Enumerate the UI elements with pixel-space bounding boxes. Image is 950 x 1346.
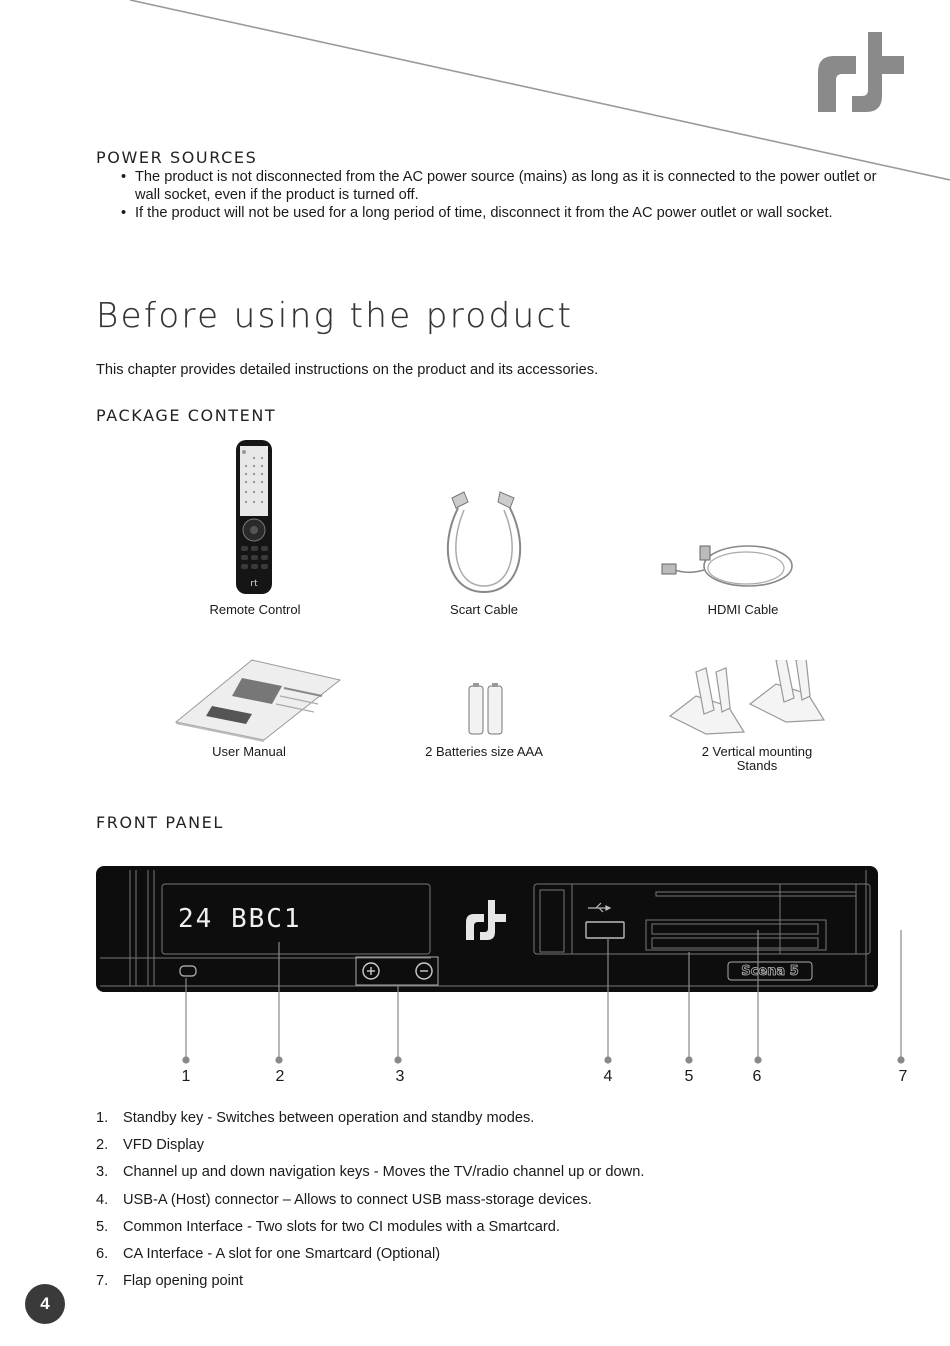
list-item: 1. Standby key - Switches between operation and standby modes. <box>96 1110 535 1126</box>
stands-caption: 2 Vertical mounting Stands <box>701 744 813 773</box>
vfd-display-text: 24 BBC1 <box>178 904 302 934</box>
callout-6: 6 <box>752 1068 762 1085</box>
usb-icon <box>588 903 610 912</box>
scart-cable-caption: Scart Cable <box>450 602 518 617</box>
batteries-caption: 2 Batteries size AAA <box>425 744 543 759</box>
callout-1: 1 <box>181 1068 191 1085</box>
scart-cable-icon <box>438 488 530 600</box>
chapter-intro: This chapter provides detailed instructions on the product and its accessories. <box>96 362 599 378</box>
callout-4: 4 <box>603 1068 613 1085</box>
list-item: • The product is not disconnected from the AC power source (mains) as long as it is connected to the power outlet or wall socket, even if the product is turned off. <box>118 168 878 204</box>
page-number-badge: 4 <box>25 1284 65 1324</box>
power-sources-heading: POWER SOURCES <box>96 148 258 167</box>
stands-icon <box>666 660 828 736</box>
callout-3: 3 <box>395 1068 405 1085</box>
remote-control-icon <box>234 438 274 596</box>
power-sources-list <box>118 168 878 222</box>
list-item: 7. Flap opening point <box>96 1273 244 1290</box>
list-item: 3. Channel up and down navigation keys - Moves the TV/radio channel up or down. <box>96 1164 645 1181</box>
callout-7: 7 <box>898 1068 908 1085</box>
list-item: 5. Common Interface - Two slots for two CI modules with a Smartcard. <box>96 1218 560 1235</box>
front-panel-legend <box>96 1110 644 1300</box>
model-label: Scena 5 <box>741 964 799 979</box>
svg-text:rt: rt <box>250 579 258 589</box>
hdmi-cable-icon <box>660 530 800 600</box>
hdmi-cable-caption: HDMI Cable <box>707 602 779 617</box>
batteries-icon <box>466 682 506 736</box>
callout-2: 2 <box>275 1068 285 1085</box>
user-manual-caption: User Manual <box>212 744 286 759</box>
list-item: 4. USB-A (Host) connector – Allows to connect USB mass-storage devices. <box>96 1191 592 1208</box>
remote-control-caption: Remote Control <box>209 602 301 617</box>
list-item: • If the product will not be used for a long period of time, disconnect it from the AC power outlet or wall socket. <box>118 204 878 222</box>
front-panel-heading: FRONT PANEL <box>96 813 224 832</box>
chapter-title: Before using the product <box>96 296 574 336</box>
user-manual-icon <box>172 656 342 742</box>
rt-brand-logo-icon <box>816 32 906 114</box>
list-item: 6. CA Interface - A slot for one Smartcard (Optional) <box>96 1245 441 1262</box>
package-content-heading: PACKAGE CONTENT <box>96 406 277 425</box>
callout-lines <box>0 930 950 1070</box>
list-item: 2. VFD Display <box>96 1137 205 1154</box>
callout-5: 5 <box>684 1068 694 1085</box>
